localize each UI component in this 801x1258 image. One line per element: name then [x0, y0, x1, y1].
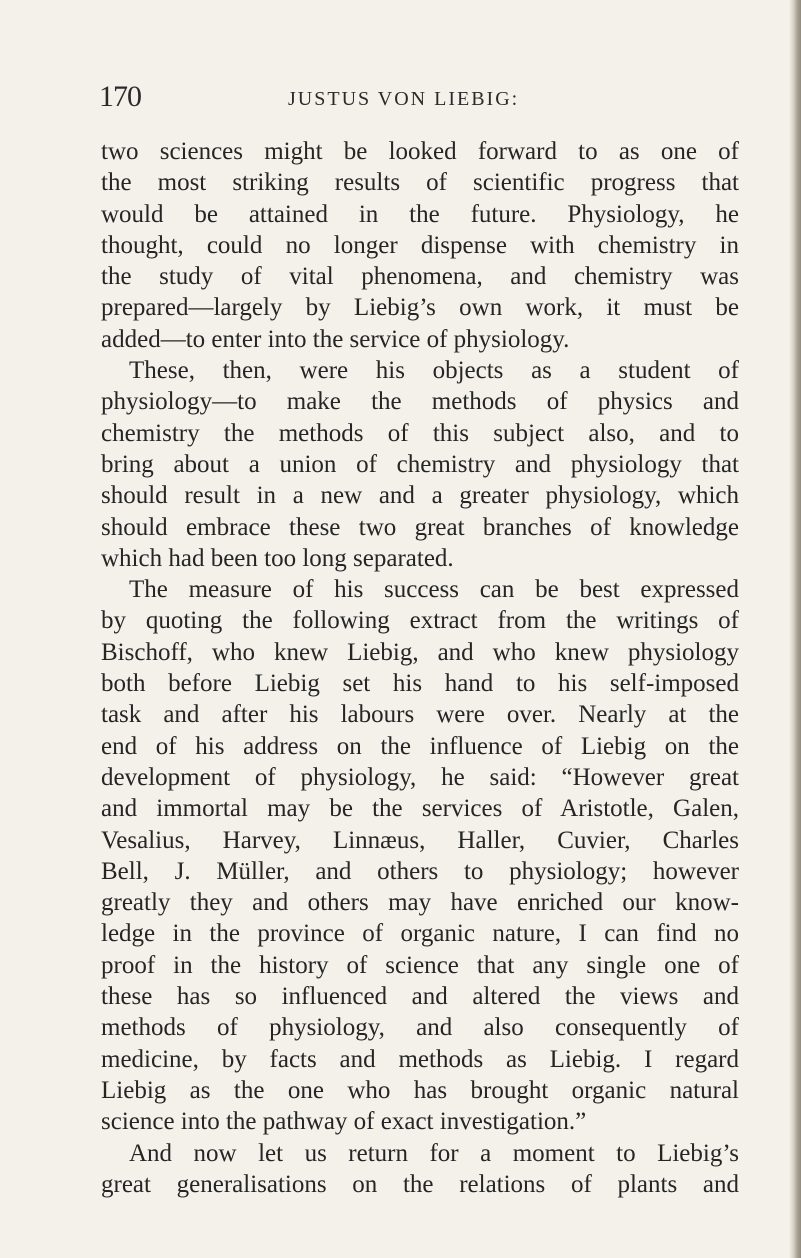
page-edge-shadow: [789, 0, 801, 1258]
text-line: both before Liebig set his hand to his self-imposed: [101, 670, 739, 698]
text-line: development of physiology, he said: “However great: [101, 763, 739, 791]
text-line: medicine, by facts and methods as Liebig. I regard: [101, 1045, 739, 1073]
text-line: physiology—to make the methods of physics and: [101, 388, 739, 416]
body-text: [101, 136, 739, 1200]
paragraph-start-line: The measure of his success can be best expressed: [129, 576, 739, 604]
paragraph-start-line: These, then, were his objects as a student of: [129, 357, 739, 385]
text-line: would be attained in the future. Physiology, he: [101, 200, 739, 228]
text-line: the study of vital phenomena, and chemistry was: [101, 263, 739, 291]
text-line: added—to enter into the service of physiology.: [101, 325, 570, 353]
text-line: bring about a union of chemistry and physiology that: [101, 450, 739, 478]
text-line: should embrace these two great branches of knowledge: [101, 513, 739, 541]
text-line: Vesalius, Harvey, Linnæus, Haller, Cuvier, Charles: [101, 826, 739, 854]
text-line: should result in a new and a greater physiology, which: [101, 482, 739, 510]
text-line: Bell, J. Müller, and others to physiology; however: [101, 857, 739, 885]
text-line: end of his address on the influence of Liebig on the: [101, 732, 739, 760]
text-line: and immortal may be the services of Aristotle, Galen,: [101, 795, 739, 823]
running-head: JUSTUS VON LIEBIG:: [288, 88, 520, 110]
text-line: Liebig as the one who has brought organic natural: [101, 1076, 739, 1104]
text-line: proof in the history of science that any single one of: [101, 951, 739, 979]
text-line: prepared—largely by Liebig’s own work, it must be: [101, 294, 739, 322]
text-line: chemistry the methods of this subject also, and to: [101, 419, 739, 447]
page-number: 170: [99, 80, 141, 113]
text-line: two sciences might be looked forward to as one of: [101, 138, 739, 165]
text-line: task and after his labours were over. Nearly at the: [101, 701, 739, 729]
text-line: thought, could no longer dispense with chemistry in: [101, 231, 739, 259]
text-line: which had been too long separated.: [101, 544, 454, 572]
text-line: great generalisations on the relations of plants and: [101, 1170, 739, 1198]
text-line: the most striking results of scientific progress that: [101, 169, 739, 197]
text-line: methods of physiology, and also consequently of: [101, 1014, 739, 1042]
paragraph-start-line: And now let us return for a moment to Liebig’s: [129, 1139, 739, 1167]
text-line: science into the pathway of exact investigation.”: [101, 1108, 587, 1136]
text-line: by quoting the following extract from the writings of: [101, 607, 739, 635]
text-line: these has so influenced and altered the views and: [101, 983, 739, 1011]
text-line: greatly they and others may have enriched our know-: [101, 889, 739, 917]
text-line: Bischoff, who knew Liebig, and who knew physiology: [101, 638, 739, 666]
text-line: ledge in the province of organic nature, I can find no: [101, 920, 739, 948]
